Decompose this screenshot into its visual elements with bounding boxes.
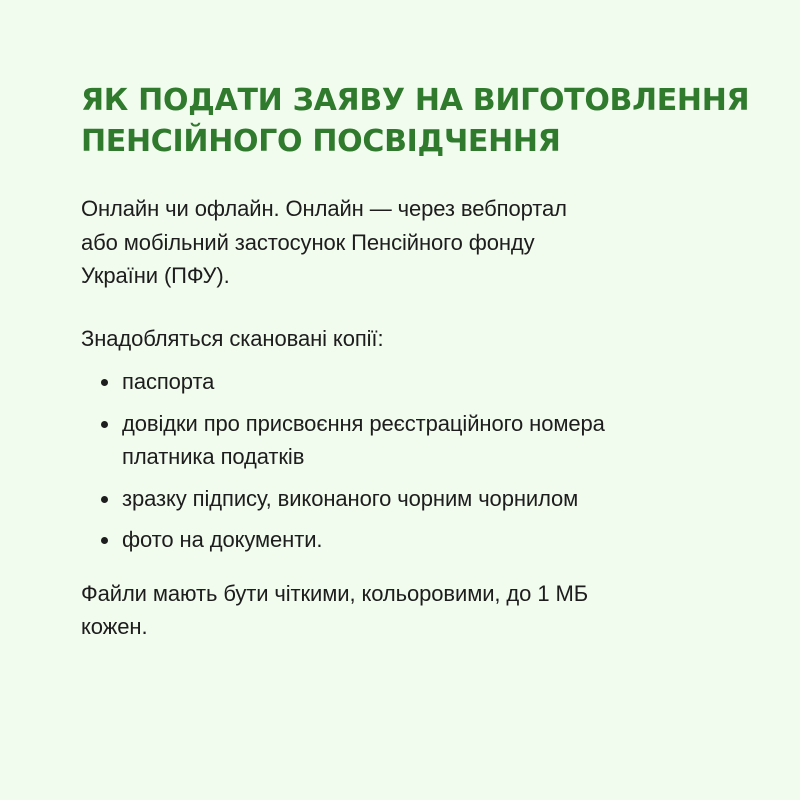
bullet-icon xyxy=(101,537,108,544)
page-title xyxy=(81,80,750,162)
required-copies-label xyxy=(81,322,720,356)
title-line-2: ПЕНСІЙНОГО ПОСВІДЧЕННЯ xyxy=(81,124,561,159)
files-note-line-1: Файли мають бути чіткими, кольоровими, до 1 МБ xyxy=(81,580,589,606)
list-item xyxy=(81,523,720,557)
bullet-icon xyxy=(101,421,108,428)
list-item-text: довідки про присвоєння реєстраційного номера xyxy=(122,410,605,436)
title-line-1: ЯК ПОДАТИ ЗАЯВУ НА ВИГОТОВЛЕННЯ xyxy=(81,83,750,118)
documents-list xyxy=(81,365,720,557)
intro-line-3: України (ПФУ). xyxy=(81,263,230,288)
intro-paragraph xyxy=(81,192,720,293)
intro-line-1: Онлайн чи офлайн. Онлайн — через вебпортал xyxy=(81,196,567,221)
list-item-text: паспорта xyxy=(122,369,215,394)
files-note xyxy=(81,577,720,644)
files-note-line-2: кожен. xyxy=(81,614,148,639)
list-item xyxy=(81,365,720,399)
list-item xyxy=(81,407,720,474)
list-item-text: зразку підпису, виконаного чорним чорнилом xyxy=(122,485,579,511)
list-item-text: фото на документи. xyxy=(122,527,323,552)
bullet-icon xyxy=(101,379,108,386)
list-item xyxy=(81,482,720,516)
list-item-text-continued: платника податків xyxy=(122,444,305,469)
bullet-icon xyxy=(101,496,108,503)
intro-line-2: або мобільний застосунок Пенсійного фонду xyxy=(81,229,535,255)
required-copies-text: Знадобляться скановані копії: xyxy=(81,325,384,351)
